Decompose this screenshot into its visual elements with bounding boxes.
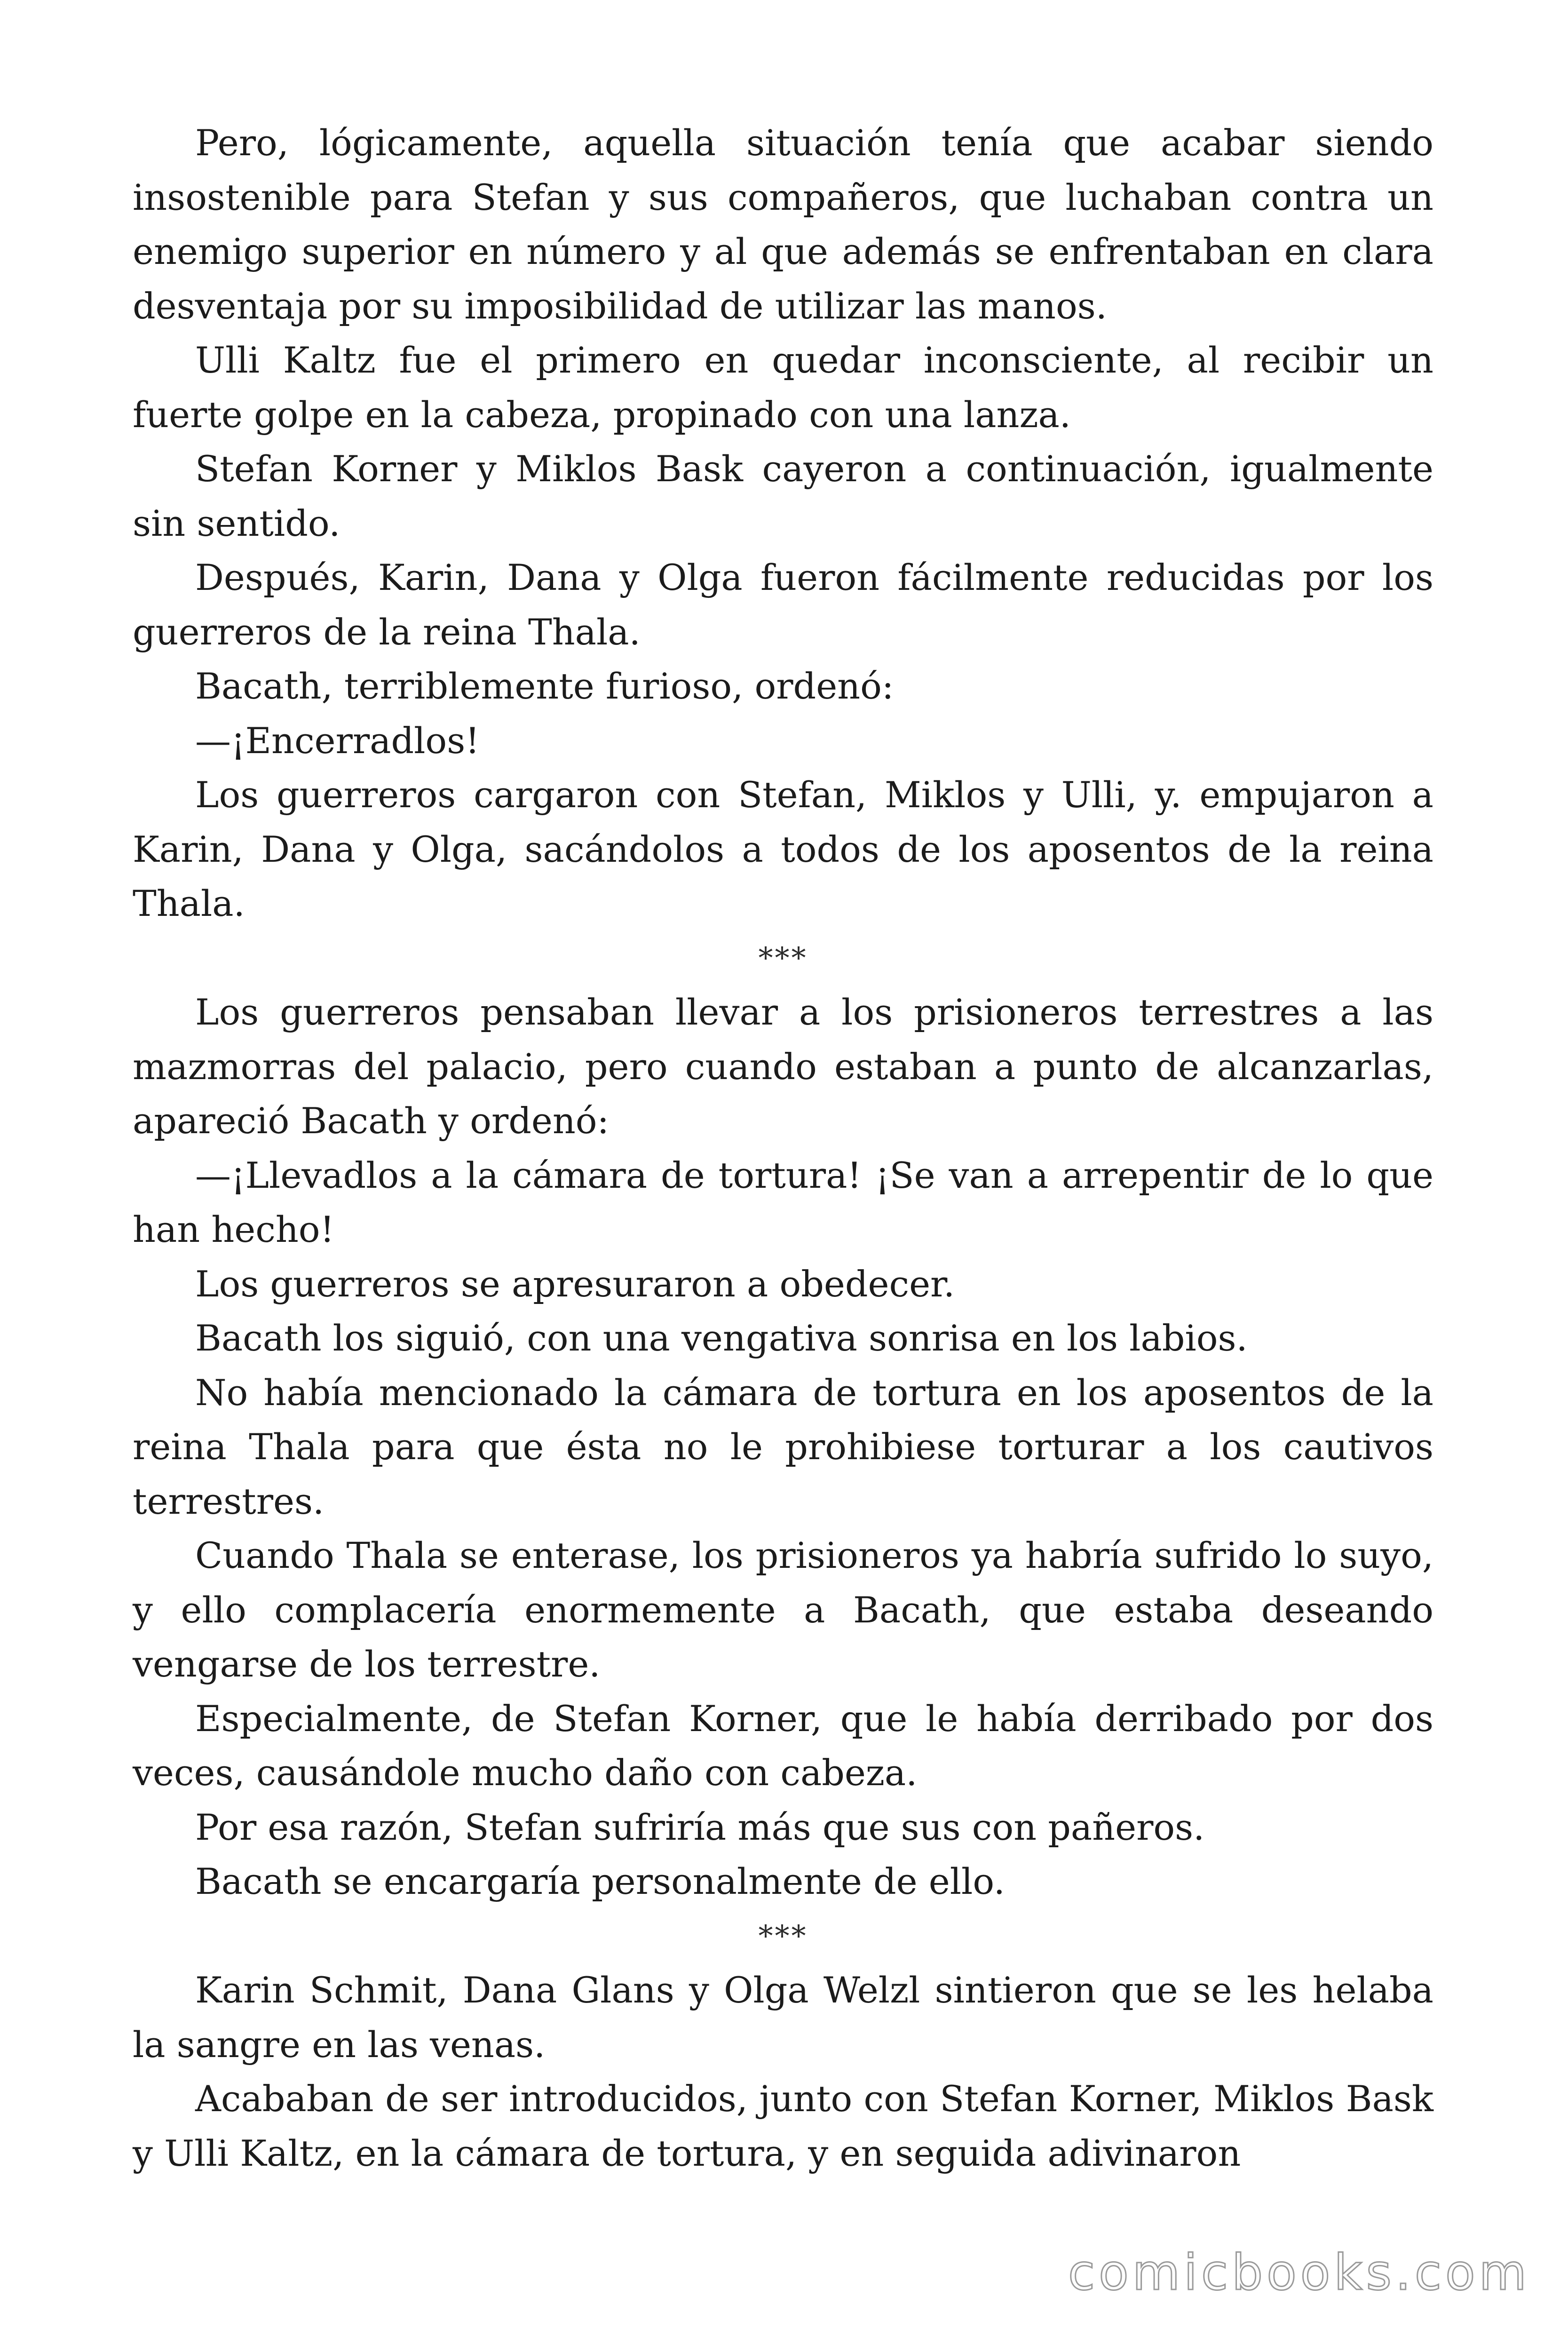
paragraph: Especialmente, de Stefan Korner, que le había derribado por dos veces, causándole mucho daño con cabeza.: [133, 1697, 1433, 1794]
book-page-text: [133, 116, 1433, 2180]
paragraph: Acababan de ser introducidos, junto con Stefan Korner, Miklos Bask y Ulli Kaltz, en la cámara de tortura, y en seguida adivinaron: [133, 2078, 1433, 2174]
paragraph: Cuando Thala se enterase, los prisioneros ya habría sufrido lo suyo, y ello complacería enormemente a Bacath, que estaba deseando vengarse de los terrestre.: [133, 1534, 1433, 1685]
paragraph: Los guerreros cargaron con Stefan, Miklos y Ulli, y. empujaron a Karin, Dana y Olga, sacándolos a todos de los aposentos de la reina Thala.: [133, 774, 1433, 924]
paragraph: Después, Karin, Dana y Olga fueron fácilmente reducidas por los guerreros de la reina Thala.: [133, 556, 1433, 653]
paragraph: Por esa razón, Stefan sufriría más que sus con pañeros.: [195, 1806, 1205, 1848]
paragraph: Bacath se encargaría personalmente de ello.: [195, 1860, 1005, 1902]
paragraph: No había mencionado la cámara de tortura en los aposentos de la reina Thala para que ésta no le prohibiese torturar a los cautivos terrestres.: [133, 1371, 1433, 1522]
dialogue-line: —¡Llevadlos a la cámara de tortura! ¡Se van a arrepentir de lo que han hecho!: [133, 1154, 1433, 1250]
paragraph: Ulli Kaltz fue el primero en quedar inconsciente, al recibir un fuerte golpe en la cabeza, propinado con una lanza.: [133, 339, 1433, 436]
paragraph: Los guerreros se apresuraron a obedecer.: [195, 1263, 955, 1305]
paragraph: Stefan Korner y Miklos Bask cayeron a continuación, igualmente sin sentido.: [133, 448, 1433, 544]
dialogue-line: —¡Encerradlos!: [195, 719, 480, 762]
paragraph: Los guerreros pensaban llevar a los prisioneros terrestres a las mazmorras del palacio, pero cuando estaban a punto de alcanzarlas, apareció Bacath y ordenó:: [133, 991, 1433, 1142]
scene-separator: ***: [758, 1918, 808, 1953]
paragraph: Karin Schmit, Dana Glans y Olga Welzl sintieron que se les helaba la sangre en las venas.: [133, 1969, 1433, 2066]
watermark-logo: comicbooks.com: [1068, 2244, 1530, 2301]
paragraph: Pero, lógicamente, aquella situación tenía que acabar siendo insostenible para Stefan y sus compañeros, que luchaban contra un enemigo superior en número y al que además se enfrentaban en clara desventaja por su imposibilidad de utilizar las manos.: [133, 122, 1433, 327]
paragraph: Bacath los siguió, con una vengativa sonrisa en los labios.: [195, 1317, 1248, 1359]
scene-separator: ***: [758, 940, 808, 975]
paragraph: Bacath, terriblemente furioso, ordenó:: [195, 665, 894, 707]
